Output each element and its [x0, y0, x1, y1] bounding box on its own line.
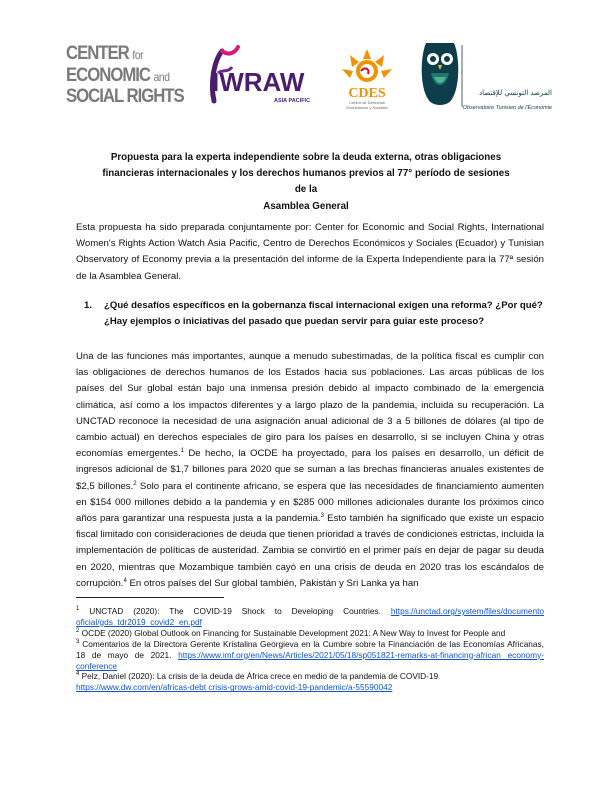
iwraw-logo: [208, 43, 330, 113]
footnote-separator: [76, 597, 224, 598]
ote-logo: [418, 37, 554, 117]
footnote-link[interactable]: https://unctad.org/system/files/documento oficial/gds_tdr2019_covid2_en.pdf: [76, 606, 544, 627]
svg-text:CDES: CDES: [348, 86, 386, 101]
footnote-ref[interactable]: 4: [123, 577, 127, 584]
footnote: $^3$ Comentarios de la Directora Gerente Kristalina Georgieva en la Cumbre sobre la Financiación de las Economías Africanas, 18 de mayo de 2021. https://www.imf.org/en/News/Articles/2021/05/18/sp051821-remarks-at-financing-african economy-conference: [76, 638, 544, 671]
question-number: 1.: [84, 300, 93, 311]
question-text: ¿Qué desafíos específicos en la gobernanza fiscal internacional exigen una reforma? ¿Por qué? ¿Hay ejemplos o iniciativas del pasado que puedan servir para guiar este proceso?: [104, 300, 543, 328]
footnote: $^2$ OCDE (2020) Global Outlook on Financing for Sustainable Development 2021: A New Way to Invest for People and: [76, 627, 506, 638]
svg-text:IWRAW: IWRAW: [212, 67, 305, 97]
footnote-link[interactable]: https://www.dw.com/en/africas-debt crisis-grows-amid-covid-19-pandemic/a-55590042: [76, 682, 393, 693]
document-title: Propuesta para la experta independiente sobre la deuda externa, otras obligaciones financieras internacionales y los derechos humanos previos al 77° período de sesiones de la Asamblea General: [102, 152, 510, 212]
svg-text:Económicos y Sociales: Económicos y Sociales: [346, 105, 388, 110]
footnotes: [76, 606, 544, 693]
svg-text:Observatoire Tunisien de l'Éco: Observatoire Tunisien de l'Économie: [462, 105, 552, 111]
footnote: $^4$ Pelz, Daniel (2020): La crisis de la deuda de África crece en medio de la pandemia de COVID-19 https://www.dw.com/en/africas-debt crisis-grows-amid-covid-19-pandemic/a-55590042: [76, 671, 439, 693]
cesr-logo: CENTER for ECONOMIC and SOCIAL RIGHTS: [66, 42, 184, 107]
footnote-link[interactable]: https://www.imf.org/en/News/Articles/2021/05/18/sp051821-remarks-at-financing-african economy-conference: [76, 649, 544, 671]
svg-text:Centro de Derechos: Centro de Derechos: [349, 100, 385, 105]
footnote: $^1$ UNCTAD (2020): The COVID-19 Shock to Developing Countries. https://unctad.org/system/files/documento oficial/gds_tdr2019_covid2_en.pdf: [76, 606, 544, 627]
footnote-ref[interactable]: 3: [320, 512, 324, 519]
svg-text:المرصد التونسي للإقتصاد: المرصد التونسي للإقتصاد: [479, 89, 552, 97]
question-heading: [84, 298, 544, 330]
cdes-logo: [332, 43, 402, 113]
svg-text:ASIA PACIFIC: ASIA PACIFIC: [274, 98, 311, 104]
intro-paragraph: Esta propuesta ha sido preparada conjuntamente por: Center for Economic and Social Rights, International Women's Rights Action Watch Asia Pacific, Centro de Derechos Económicos y Sociales (Ecuador) y Tunisian Observatory of Economy previa a la presentación del informe de la Experta Independiente para la 77ª sesión de la Asamblea General.: [76, 222, 544, 282]
body-paragraph: Una de las funciones más importantes, aunque a menudo subestimadas, de la política fiscal es cumplir con las obligaciones de derechos humanos de los Estados hacia sus poblaciones. Las arcas públicas de los países del Sur global están bajo una inmensa presión debido al impacto combinado de la emergencia climática, así como a los impactos diferentes y a largo plazo de la pandemia, incluida su recuperación. La UNCTAD reconoce la necesidad de una asignación anual adicional de 3 a 5 billones de dólares (al tipo de cambio actual) en derechos especiales de giro para los países en desarrollo, si se incluyen China y otras economías emergentes.$^1$ De hecho, la OCDE ha proyectado, para los países en desarrollo, un déficit de ingresos adicional de $1,7 billones para 2020 que se suman a las brechas financieras anuales existentes de $2,5 billones.$^2$ Solo para el continente africano, se espera que las necesidades de financiamiento aumenten en $154 000 millones debido a la pandemia y en $285 000 millones adicionales durante los próximos cinco años para garantizar una respuesta justa a la pandemia.$^3$ Esto también ha significado que existe un espacio fiscal limitado con consideraciones de deuda que tienen prioridad a través de condiciones estrictas, incluida la implementación de políticas de austeridad. Zambia se convirtió en el primer país en dejar de pagar su deuda en 2020, mientras que Mozambique también cayó en una crisis de deuda en 2020 tras los escándalos de corrupción.$^4$ En otros países del Sur global también, Pakistán y Sri Lanka ya han: [76, 351, 544, 589]
footnote-ref[interactable]: 2: [133, 480, 137, 487]
footnote-ref[interactable]: 1: [180, 448, 184, 455]
